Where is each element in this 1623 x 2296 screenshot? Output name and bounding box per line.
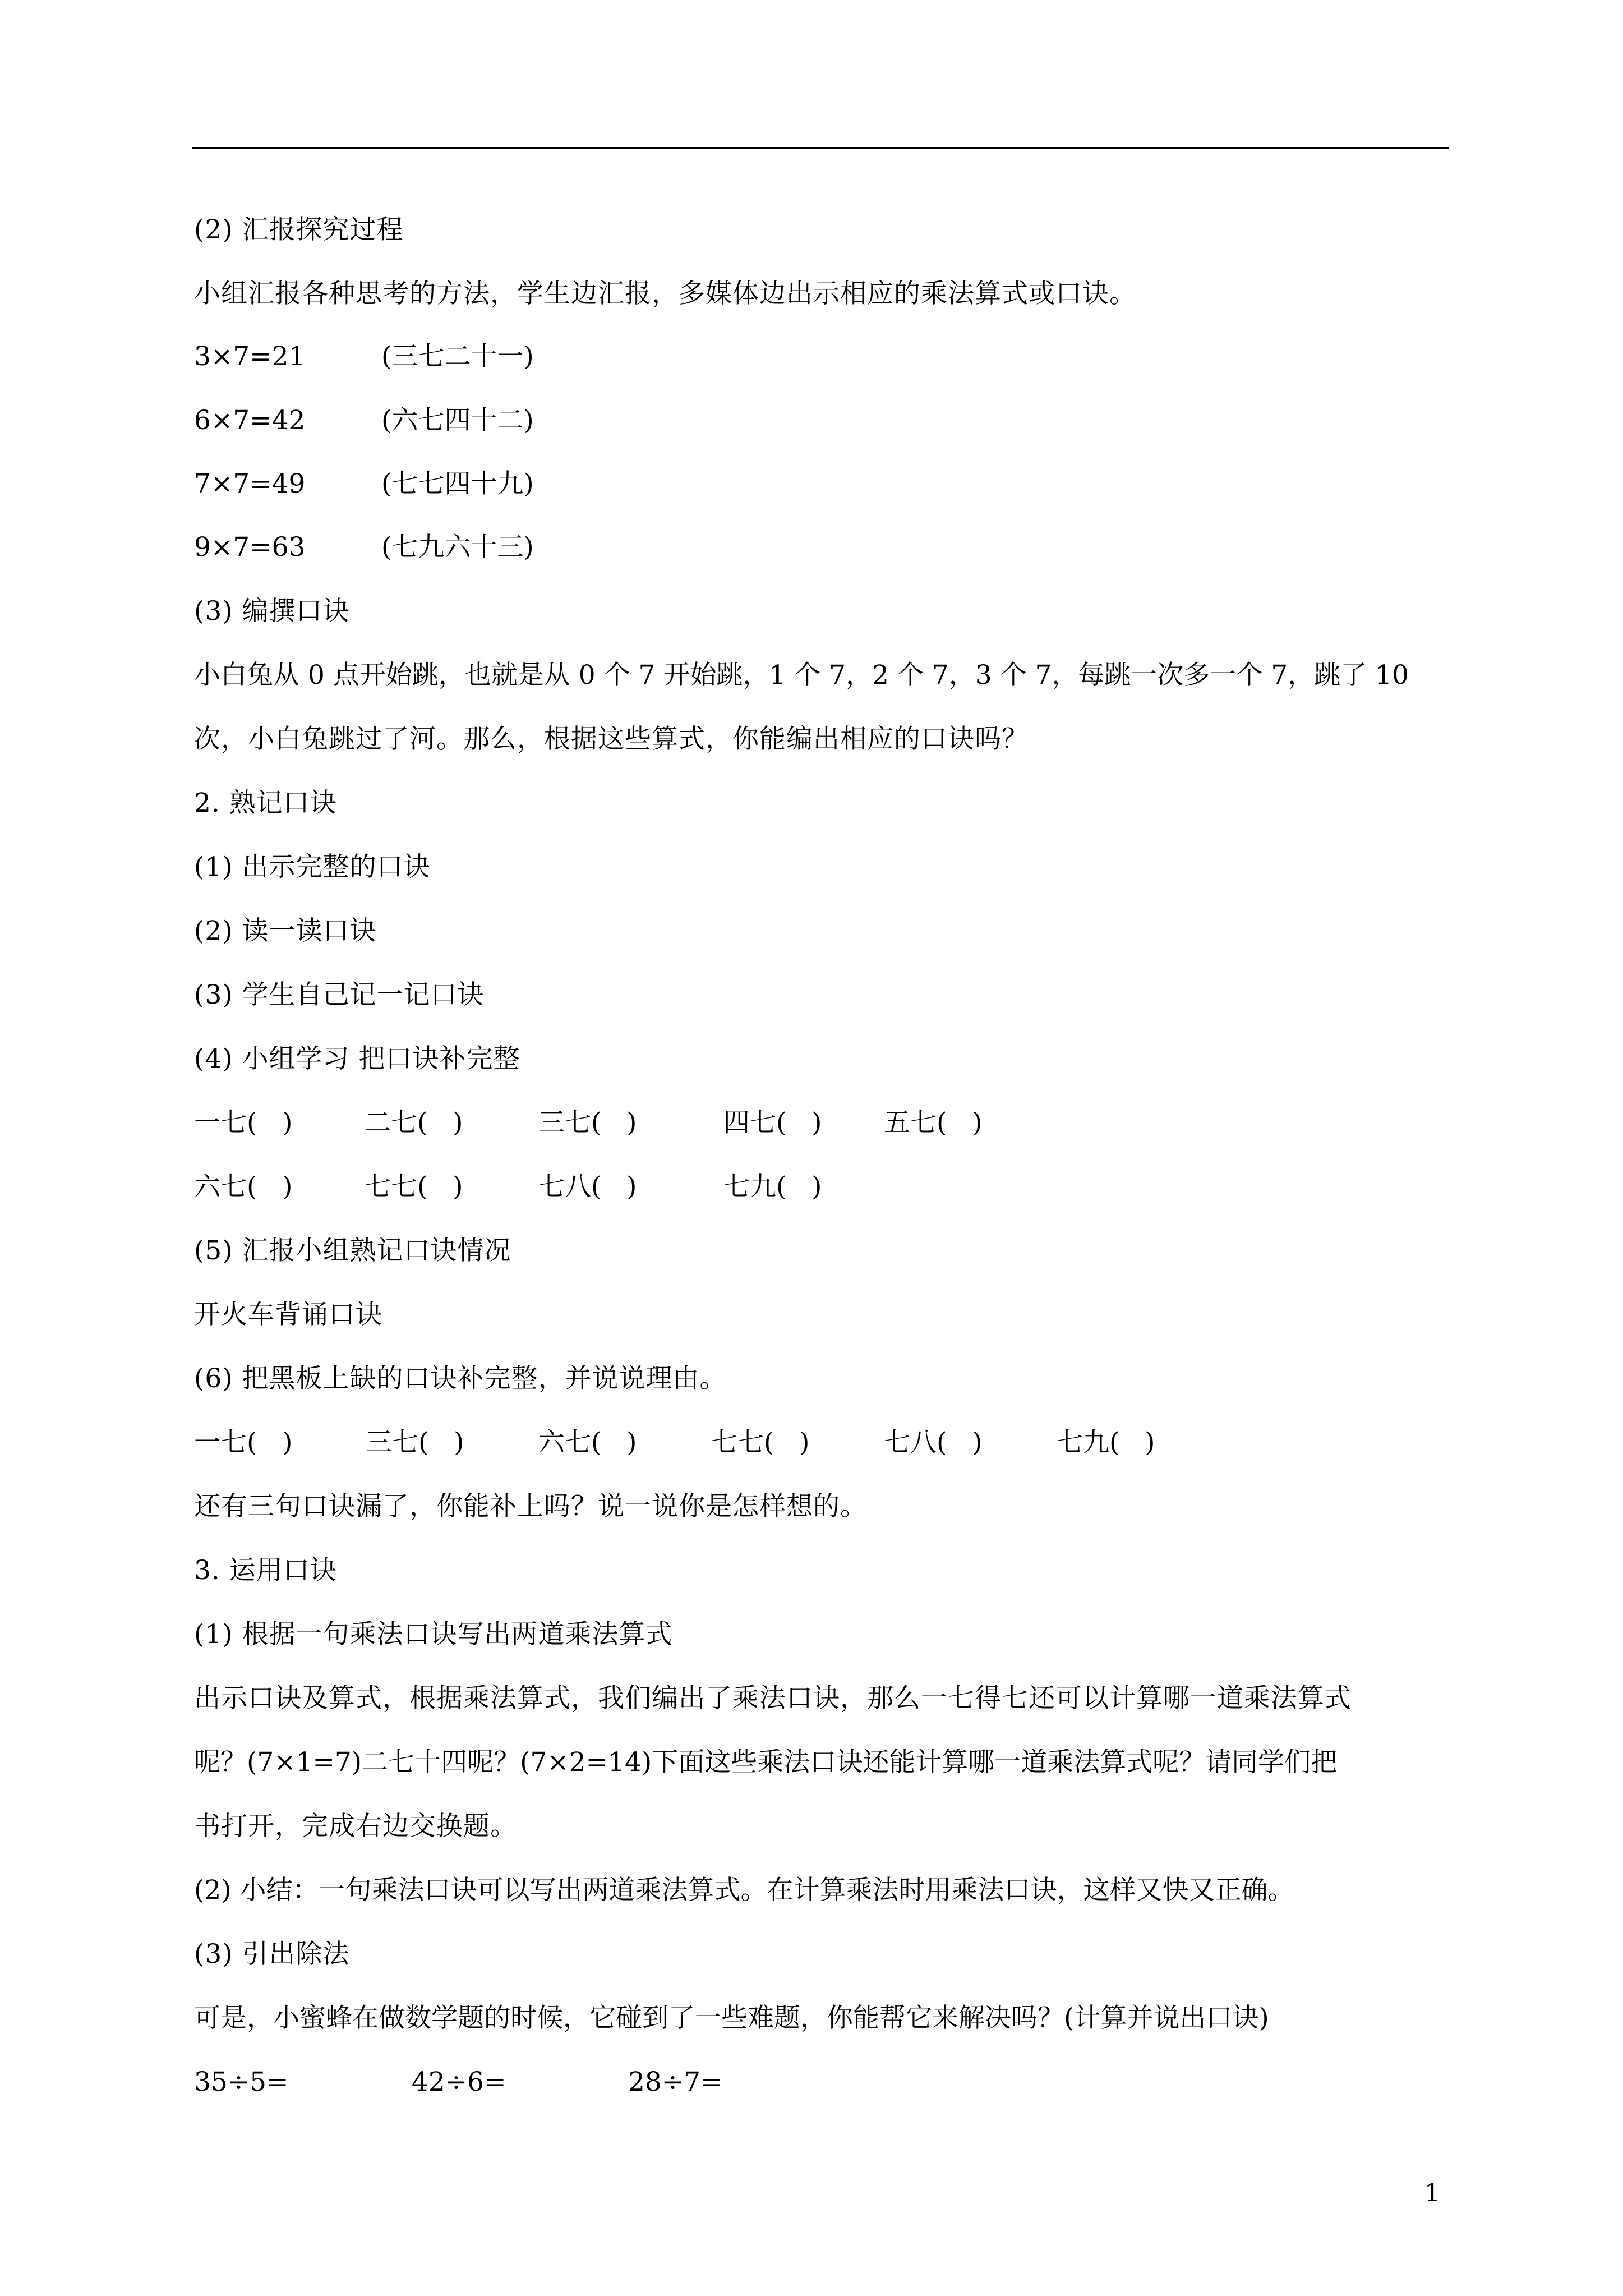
fill-blank: 七八( ) — [538, 1171, 637, 1202]
equation-rhyme: (七七四十九) — [381, 468, 534, 499]
fill-blank: 七九( ) — [723, 1171, 822, 1202]
page-number: 1 — [1424, 2179, 1440, 2207]
heading-compose-rhyme: (3) 编撰口诀 — [194, 596, 350, 627]
section-heading: 2. 熟记口诀 — [194, 788, 337, 818]
fill-blank: 四七( ) — [723, 1107, 822, 1138]
equation-expr: 3×7=21 — [194, 341, 306, 372]
fill-blank: 六七( ) — [538, 1427, 637, 1458]
paragraph: 次，小白兔跳过了河。那么，根据这些算式，你能编出相应的口诀吗？ — [194, 724, 1029, 754]
header-rule — [192, 147, 1449, 149]
list-item: (2) 读一读口诀 — [194, 915, 377, 946]
fill-blank: 七九( ) — [1057, 1427, 1155, 1458]
equation-rhyme: (三七二十一) — [381, 341, 534, 372]
division-problem: 35÷5= — [194, 2067, 289, 2097]
list-item: (3) 学生自己记一记口诀 — [194, 979, 485, 1010]
list-item: (4) 小组学习 把口诀补完整 — [194, 1043, 520, 1074]
paragraph: 开火车背诵口诀 — [194, 1299, 382, 1330]
list-item: (3) 引出除法 — [194, 1939, 350, 1970]
section-heading: 3. 运用口诀 — [194, 1555, 337, 1586]
equation-rhyme: (六七四十二) — [381, 405, 534, 436]
division-problem: 42÷6= — [412, 2067, 506, 2097]
list-item: (1) 出示完整的口诀 — [194, 852, 431, 882]
list-item: (1) 根据一句乘法口诀写出两道乘法算式 — [194, 1619, 673, 1650]
fill-blank: 一七( ) — [194, 1427, 293, 1458]
fill-blank: 五七( ) — [884, 1107, 983, 1138]
fill-blank: 二七( ) — [365, 1107, 463, 1138]
paragraph: 小白兔从 0 点开始跳，也就是从 0 个 7 开始跳，1 个 7，2 个 7，3 个 7，每跳一次多一个 7，跳了 10 — [194, 660, 1409, 691]
paragraph: 出示口诀及算式，根据乘法算式，我们编出了乘法口诀，那么一七得七还可以计算哪一道乘法算式 — [194, 1683, 1352, 1714]
paragraph: 呢？(7×1=7)二七十四呢？(7×2=14)下面这些乘法口诀还能计算哪一道乘法算式呢？请同学们把 — [194, 1747, 1338, 1778]
equation-expr: 7×7=49 — [194, 468, 306, 499]
heading-report-process: (2) 汇报探究过程 — [194, 214, 404, 245]
fill-blank: 一七( ) — [194, 1107, 293, 1138]
equation-expr: 9×7=63 — [194, 532, 306, 563]
equation-rhyme: (七九六十三) — [381, 532, 534, 563]
fill-blank: 七七( ) — [365, 1171, 463, 1202]
paragraph: 小组汇报各种思考的方法，学生边汇报，多媒体边出示相应的乘法算式或口诀。 — [194, 278, 1136, 309]
list-item: (5) 汇报小组熟记口诀情况 — [194, 1235, 511, 1266]
list-item: (6) 把黑板上缺的口诀补完整，并说说理由。 — [194, 1363, 727, 1394]
fill-blank: 三七( ) — [366, 1427, 464, 1458]
paragraph: 还有三句口诀漏了，你能补上吗？说一说你是怎样想的。 — [194, 1491, 867, 1522]
fill-blank: 七七( ) — [711, 1427, 810, 1458]
equation-expr: 6×7=42 — [194, 405, 306, 436]
division-problem: 28÷7= — [628, 2067, 723, 2097]
fill-blank: 六七( ) — [194, 1171, 293, 1202]
paragraph: 可是，小蜜蜂在做数学题的时候，它碰到了一些难题，你能帮它来解决吗？(计算并说出口诀) — [194, 2003, 1269, 2033]
list-item: (2) 小结：一句乘法口诀可以写出两道乘法算式。在计算乘法时用乘法口诀，这样又快又正确。 — [194, 1875, 1294, 1906]
fill-blank: 三七( ) — [538, 1107, 637, 1138]
fill-blank: 七八( ) — [884, 1427, 983, 1458]
paragraph: 书打开，完成右边交换题。 — [194, 1811, 517, 1842]
